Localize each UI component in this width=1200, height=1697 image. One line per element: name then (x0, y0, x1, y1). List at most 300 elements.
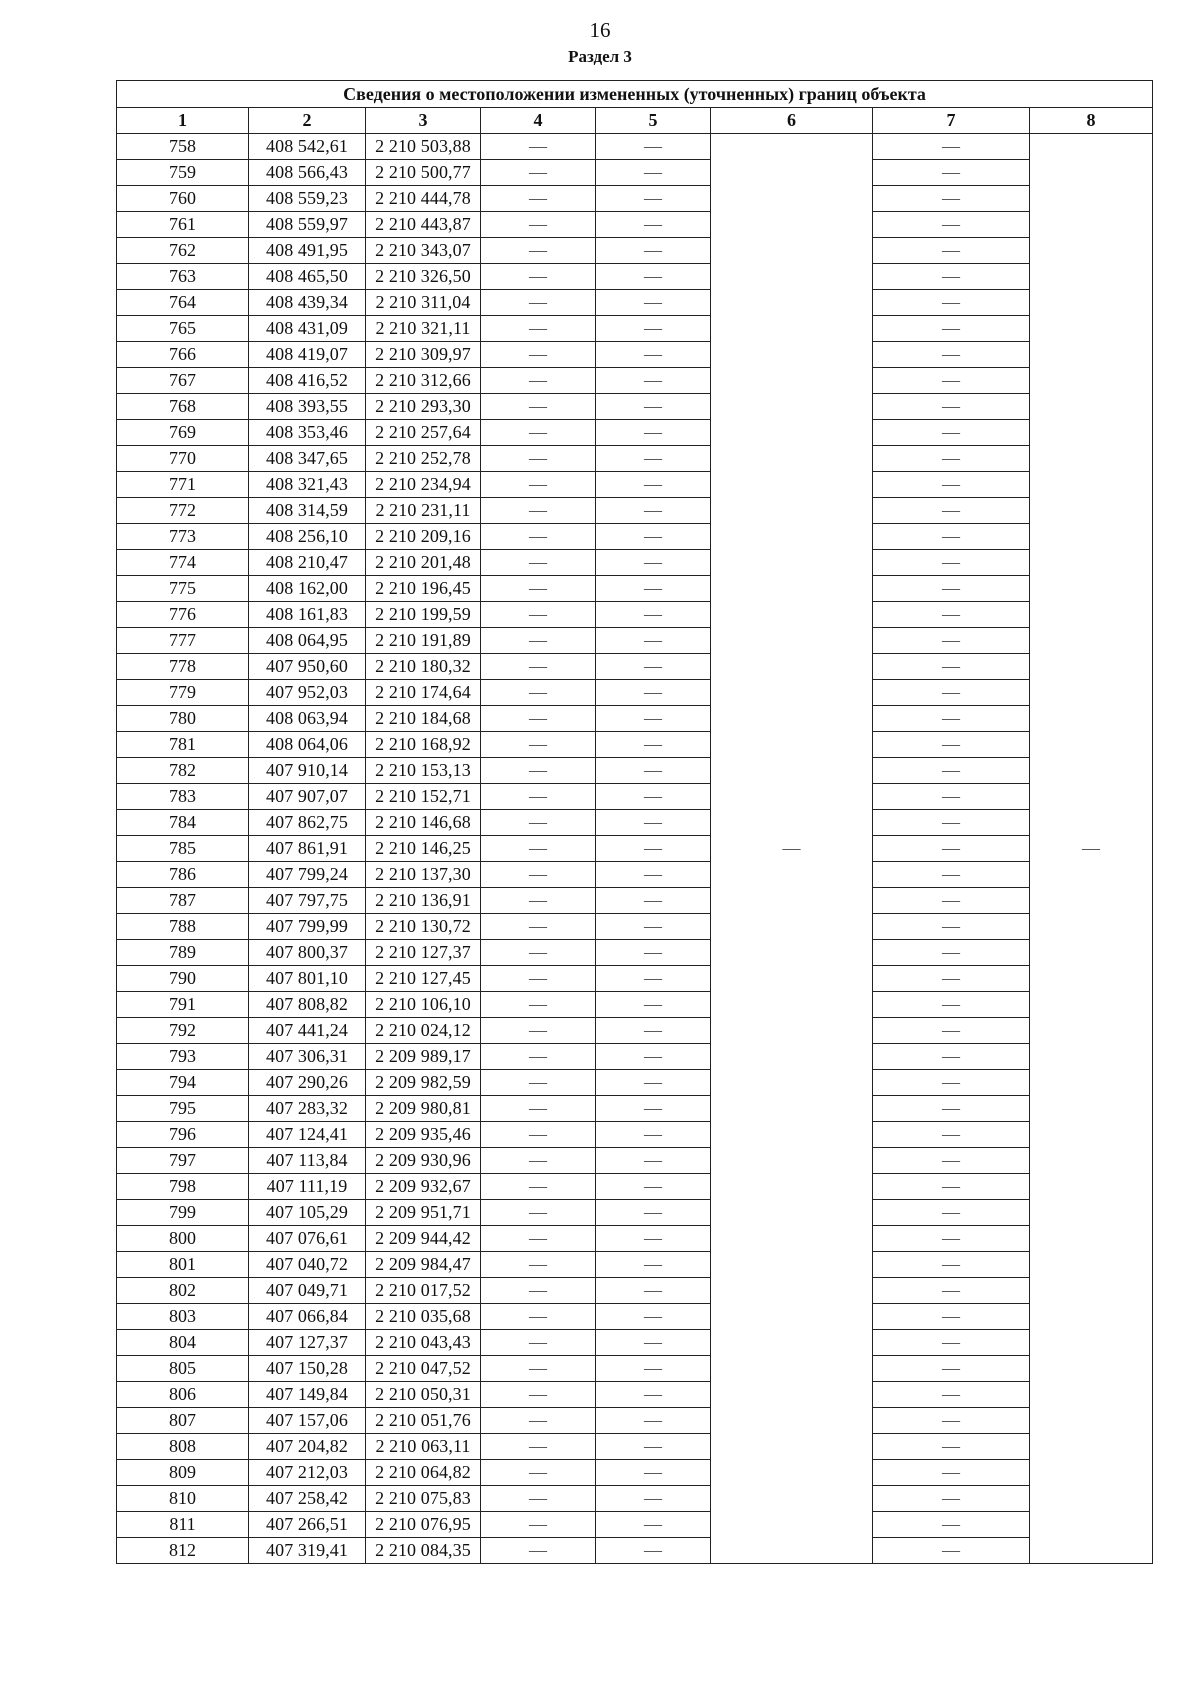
column-4-value: — (481, 1486, 596, 1512)
coordinate-x: 407 204,82 (249, 1434, 366, 1460)
coordinate-x: 408 559,23 (249, 186, 366, 212)
column-7-value: — (873, 212, 1030, 238)
column-7-value: — (873, 342, 1030, 368)
table-row (117, 186, 1153, 212)
column-4-value: — (481, 1148, 596, 1174)
coordinate-y: 2 210 076,95 (366, 1512, 481, 1538)
coordinate-x: 407 157,06 (249, 1408, 366, 1434)
coordinate-y: 2 210 017,52 (366, 1278, 481, 1304)
column-7-value: — (873, 992, 1030, 1018)
column-7-value: — (873, 368, 1030, 394)
column-4-value: — (481, 628, 596, 654)
column-5-value: — (596, 1070, 711, 1096)
point-number: 759 (117, 160, 249, 186)
coordinate-x: 408 347,65 (249, 446, 366, 472)
point-number: 794 (117, 1070, 249, 1096)
column-5-value: — (596, 1148, 711, 1174)
column-4-value: — (481, 472, 596, 498)
coordinate-y: 2 210 152,71 (366, 784, 481, 810)
table-body (117, 134, 1153, 1564)
table-row (117, 1200, 1153, 1226)
coordinate-x: 407 049,71 (249, 1278, 366, 1304)
column-5-value: — (596, 1512, 711, 1538)
column-4-value: — (481, 264, 596, 290)
column-7-value: — (873, 654, 1030, 680)
coordinate-y: 2 210 130,72 (366, 914, 481, 940)
coordinate-y: 2 210 196,45 (366, 576, 481, 602)
table-row (117, 160, 1153, 186)
table-row (117, 1538, 1153, 1564)
table-row (117, 914, 1153, 940)
table-row (117, 1044, 1153, 1070)
column-4-value: — (481, 732, 596, 758)
point-number: 773 (117, 524, 249, 550)
coordinate-y: 2 210 035,68 (366, 1304, 481, 1330)
coordinate-y: 2 209 935,46 (366, 1122, 481, 1148)
coordinate-y: 2 210 252,78 (366, 446, 481, 472)
table-row (117, 342, 1153, 368)
page-number: 16 (589, 18, 611, 42)
column-5-value: — (596, 1200, 711, 1226)
column-5-value: — (596, 758, 711, 784)
coordinate-y: 2 210 043,43 (366, 1330, 481, 1356)
point-number: 787 (117, 888, 249, 914)
column-4-value: — (481, 186, 596, 212)
table-row (117, 1356, 1153, 1382)
point-number: 758 (117, 134, 249, 160)
coordinate-x: 407 808,82 (249, 992, 366, 1018)
point-number: 792 (117, 1018, 249, 1044)
column-4-value: — (481, 290, 596, 316)
coordinate-y: 2 210 180,32 (366, 654, 481, 680)
column-7-value: — (873, 602, 1030, 628)
point-number: 764 (117, 290, 249, 316)
table-row (117, 1226, 1153, 1252)
column-4-value: — (481, 888, 596, 914)
column-4-value: — (481, 1330, 596, 1356)
column-4-value: — (481, 1538, 596, 1564)
coordinate-x: 407 306,31 (249, 1044, 366, 1070)
column-7-value: — (873, 758, 1030, 784)
table-row (117, 1486, 1153, 1512)
point-number: 768 (117, 394, 249, 420)
point-number: 783 (117, 784, 249, 810)
coordinate-y: 2 209 989,17 (366, 1044, 481, 1070)
column-4-value: — (481, 446, 596, 472)
coordinate-y: 2 210 309,97 (366, 342, 481, 368)
column-7-value: — (873, 1486, 1030, 1512)
table-row (117, 1408, 1153, 1434)
coordinate-y: 2 210 127,45 (366, 966, 481, 992)
column-7-value: — (873, 1226, 1030, 1252)
column-7-value: — (873, 316, 1030, 342)
column-7-value: — (873, 290, 1030, 316)
coordinate-y: 2 210 050,31 (366, 1382, 481, 1408)
coordinate-y: 2 210 153,13 (366, 758, 481, 784)
coordinate-x: 407 283,32 (249, 1096, 366, 1122)
coordinate-x: 407 797,75 (249, 888, 366, 914)
column-5-value: — (596, 862, 711, 888)
table-row (117, 290, 1153, 316)
column-7-value: — (873, 862, 1030, 888)
column-7-value: — (873, 1382, 1030, 1408)
column-4-value: — (481, 706, 596, 732)
table-row (117, 498, 1153, 524)
column-number: 7 (873, 108, 1030, 134)
coordinate-y: 2 210 201,48 (366, 550, 481, 576)
column-5-value: — (596, 524, 711, 550)
table-row (117, 420, 1153, 446)
table-row (117, 966, 1153, 992)
column-7-value: — (873, 628, 1030, 654)
column-5-value: — (596, 446, 711, 472)
column-7-value: — (873, 1070, 1030, 1096)
point-number: 779 (117, 680, 249, 706)
column-7-value: — (873, 810, 1030, 836)
column-5-value: — (596, 186, 711, 212)
column-7-value: — (873, 1044, 1030, 1070)
coordinate-y: 2 210 444,78 (366, 186, 481, 212)
column-5-value: — (596, 264, 711, 290)
column-5-value: — (596, 1018, 711, 1044)
table-row (117, 524, 1153, 550)
coordinate-x: 408 416,52 (249, 368, 366, 394)
point-number: 767 (117, 368, 249, 394)
table-row (117, 628, 1153, 654)
coordinate-y: 2 210 321,11 (366, 316, 481, 342)
column-7-value: — (873, 472, 1030, 498)
point-number: 760 (117, 186, 249, 212)
column-4-value: — (481, 836, 596, 862)
coordinate-x: 408 161,83 (249, 602, 366, 628)
coordinate-y: 2 210 326,50 (366, 264, 481, 290)
column-5-value: — (596, 1122, 711, 1148)
coordinate-y: 2 210 168,92 (366, 732, 481, 758)
column-7-value: — (873, 1538, 1030, 1564)
table-row (117, 1460, 1153, 1486)
column-4-value: — (481, 394, 596, 420)
point-number: 776 (117, 602, 249, 628)
column-5-value: — (596, 628, 711, 654)
coordinate-y: 2 209 944,42 (366, 1226, 481, 1252)
coordinate-x: 408 419,07 (249, 342, 366, 368)
column-5-value: — (596, 1434, 711, 1460)
table-row (117, 394, 1153, 420)
point-number: 810 (117, 1486, 249, 1512)
point-number: 772 (117, 498, 249, 524)
coordinate-x: 407 124,41 (249, 1122, 366, 1148)
boundary-coordinates-table (116, 80, 1153, 1564)
coordinate-x: 407 066,84 (249, 1304, 366, 1330)
point-number: 786 (117, 862, 249, 888)
point-number: 778 (117, 654, 249, 680)
coordinate-y: 2 210 503,88 (366, 134, 481, 160)
column-7-value: — (873, 394, 1030, 420)
column-5-value: — (596, 1304, 711, 1330)
column-4-value: — (481, 654, 596, 680)
coordinate-x: 408 559,97 (249, 212, 366, 238)
table-row (117, 550, 1153, 576)
column-4-value: — (481, 1512, 596, 1538)
coordinate-y: 2 209 980,81 (366, 1096, 481, 1122)
table-row (117, 732, 1153, 758)
column-7-value: — (873, 1460, 1030, 1486)
coordinate-y: 2 210 191,89 (366, 628, 481, 654)
point-number: 791 (117, 992, 249, 1018)
coordinate-x: 407 799,24 (249, 862, 366, 888)
coordinate-y: 2 210 174,64 (366, 680, 481, 706)
point-number: 761 (117, 212, 249, 238)
point-number: 795 (117, 1096, 249, 1122)
coordinate-y: 2 210 234,94 (366, 472, 481, 498)
coordinate-x: 407 040,72 (249, 1252, 366, 1278)
column-7-value: — (873, 888, 1030, 914)
point-number: 809 (117, 1460, 249, 1486)
column-7-value: — (873, 784, 1030, 810)
coordinate-y: 2 209 932,67 (366, 1174, 481, 1200)
coordinate-y: 2 209 984,47 (366, 1252, 481, 1278)
column-7-value: — (873, 1018, 1030, 1044)
coordinate-y: 2 210 257,64 (366, 420, 481, 446)
column-5-value: — (596, 160, 711, 186)
point-number: 803 (117, 1304, 249, 1330)
column-4-value: — (481, 680, 596, 706)
column-6-merged-value: — (711, 134, 873, 1564)
table-row (117, 992, 1153, 1018)
column-4-value: — (481, 160, 596, 186)
coordinate-x: 407 952,03 (249, 680, 366, 706)
column-number: 1 (117, 108, 249, 134)
column-7-value: — (873, 1278, 1030, 1304)
column-4-value: — (481, 992, 596, 1018)
column-number: 2 (249, 108, 366, 134)
column-5-value: — (596, 784, 711, 810)
point-number: 806 (117, 1382, 249, 1408)
point-number: 797 (117, 1148, 249, 1174)
column-5-value: — (596, 550, 711, 576)
column-number-row (117, 108, 1153, 134)
column-5-value: — (596, 1460, 711, 1486)
point-number: 793 (117, 1044, 249, 1070)
coordinate-y: 2 210 136,91 (366, 888, 481, 914)
coordinate-x: 407 212,03 (249, 1460, 366, 1486)
point-number: 765 (117, 316, 249, 342)
column-5-value: — (596, 1486, 711, 1512)
column-5-value: — (596, 1330, 711, 1356)
point-number: 769 (117, 420, 249, 446)
coordinate-x: 407 113,84 (249, 1148, 366, 1174)
column-4-value: — (481, 914, 596, 940)
column-5-value: — (596, 1278, 711, 1304)
coordinate-y: 2 209 982,59 (366, 1070, 481, 1096)
column-number: 6 (711, 108, 873, 134)
column-4-value: — (481, 134, 596, 160)
column-5-value: — (596, 654, 711, 680)
column-4-value: — (481, 342, 596, 368)
coordinate-x: 407 950,60 (249, 654, 366, 680)
column-7-value: — (873, 1096, 1030, 1122)
point-number: 763 (117, 264, 249, 290)
column-5-value: — (596, 1382, 711, 1408)
column-7-value: — (873, 732, 1030, 758)
table-row (117, 1148, 1153, 1174)
column-7-value: — (873, 706, 1030, 732)
table-row (117, 472, 1153, 498)
column-7-value: — (873, 576, 1030, 602)
point-number: 807 (117, 1408, 249, 1434)
column-7-value: — (873, 264, 1030, 290)
point-number: 804 (117, 1330, 249, 1356)
column-5-value: — (596, 576, 711, 602)
coordinate-y: 2 210 137,30 (366, 862, 481, 888)
column-5-value: — (596, 1356, 711, 1382)
coordinate-x: 407 127,37 (249, 1330, 366, 1356)
coordinate-x: 407 105,29 (249, 1200, 366, 1226)
column-number: 4 (481, 108, 596, 134)
table-row (117, 654, 1153, 680)
column-5-value: — (596, 1174, 711, 1200)
table-row (117, 446, 1153, 472)
column-5-value: — (596, 1538, 711, 1564)
column-5-value: — (596, 342, 711, 368)
column-7-value: — (873, 1512, 1030, 1538)
column-7-value: — (873, 1330, 1030, 1356)
coordinate-y: 2 210 047,52 (366, 1356, 481, 1382)
point-number: 762 (117, 238, 249, 264)
column-5-value: — (596, 836, 711, 862)
column-5-value: — (596, 1044, 711, 1070)
coordinate-y: 2 210 311,04 (366, 290, 481, 316)
point-number: 802 (117, 1278, 249, 1304)
coordinate-x: 407 076,61 (249, 1226, 366, 1252)
table-row (117, 368, 1153, 394)
column-4-value: — (481, 524, 596, 550)
column-4-value: — (481, 1460, 596, 1486)
column-7-value: — (873, 160, 1030, 186)
coordinate-x: 407 799,99 (249, 914, 366, 940)
point-number: 785 (117, 836, 249, 862)
coordinate-y: 2 210 106,10 (366, 992, 481, 1018)
coordinate-x: 408 256,10 (249, 524, 366, 550)
column-number: 5 (596, 108, 711, 134)
table-row (117, 1434, 1153, 1460)
point-number: 800 (117, 1226, 249, 1252)
column-4-value: — (481, 1096, 596, 1122)
coordinate-x: 407 910,14 (249, 758, 366, 784)
point-number: 798 (117, 1174, 249, 1200)
point-number: 799 (117, 1200, 249, 1226)
column-5-value: — (596, 472, 711, 498)
table-row (117, 1252, 1153, 1278)
table-row (117, 212, 1153, 238)
table-row (117, 1304, 1153, 1330)
coordinate-y: 2 210 075,83 (366, 1486, 481, 1512)
coordinate-x: 408 314,59 (249, 498, 366, 524)
column-7-value: — (873, 1252, 1030, 1278)
coordinate-y: 2 210 312,66 (366, 368, 481, 394)
column-4-value: — (481, 1382, 596, 1408)
column-7-value: — (873, 1356, 1030, 1382)
point-number: 808 (117, 1434, 249, 1460)
coordinate-x: 407 150,28 (249, 1356, 366, 1382)
column-8-merged-value: — (1030, 134, 1153, 1564)
column-7-value: — (873, 1434, 1030, 1460)
table-row (117, 1070, 1153, 1096)
column-5-value: — (596, 238, 711, 264)
column-4-value: — (481, 1356, 596, 1382)
coordinate-x: 407 290,26 (249, 1070, 366, 1096)
column-4-value: — (481, 1200, 596, 1226)
column-4-value: — (481, 316, 596, 342)
coordinate-y: 2 210 184,68 (366, 706, 481, 732)
table-row (117, 1512, 1153, 1538)
coordinate-x: 408 064,95 (249, 628, 366, 654)
table-caption: Сведения о местоположении измененных (уточненных) границ объекта (117, 81, 1153, 108)
column-5-value: — (596, 732, 711, 758)
coordinate-x: 407 149,84 (249, 1382, 366, 1408)
column-4-value: — (481, 420, 596, 446)
column-4-value: — (481, 1278, 596, 1304)
column-4-value: — (481, 576, 596, 602)
column-5-value: — (596, 1408, 711, 1434)
coordinate-y: 2 210 500,77 (366, 160, 481, 186)
table-row (117, 810, 1153, 836)
column-7-value: — (873, 1200, 1030, 1226)
table-row (117, 576, 1153, 602)
table-row (117, 1122, 1153, 1148)
coordinate-y: 2 210 084,35 (366, 1538, 481, 1564)
table-row (117, 862, 1153, 888)
column-4-value: — (481, 1252, 596, 1278)
table-row (117, 1096, 1153, 1122)
coordinate-x: 408 439,34 (249, 290, 366, 316)
column-5-value: — (596, 1252, 711, 1278)
point-number: 781 (117, 732, 249, 758)
column-5-value: — (596, 888, 711, 914)
table-row (117, 238, 1153, 264)
column-5-value: — (596, 394, 711, 420)
table-row (117, 888, 1153, 914)
column-7-value: — (873, 940, 1030, 966)
point-number: 789 (117, 940, 249, 966)
column-5-value: — (596, 134, 711, 160)
point-number: 770 (117, 446, 249, 472)
column-7-value: — (873, 966, 1030, 992)
coordinate-y: 2 209 930,96 (366, 1148, 481, 1174)
coordinate-y: 2 210 127,37 (366, 940, 481, 966)
coordinate-y: 2 210 146,25 (366, 836, 481, 862)
coordinate-x: 407 800,37 (249, 940, 366, 966)
table-row (117, 134, 1153, 160)
column-7-value: — (873, 1174, 1030, 1200)
table-row (117, 1174, 1153, 1200)
column-number: 3 (366, 108, 481, 134)
point-number: 771 (117, 472, 249, 498)
column-5-value: — (596, 914, 711, 940)
table-row (117, 706, 1153, 732)
coordinate-x: 408 064,06 (249, 732, 366, 758)
column-4-value: — (481, 1122, 596, 1148)
coordinate-x: 408 393,55 (249, 394, 366, 420)
column-7-value: — (873, 186, 1030, 212)
column-5-value: — (596, 1226, 711, 1252)
coordinate-y: 2 209 951,71 (366, 1200, 481, 1226)
point-number: 788 (117, 914, 249, 940)
coordinate-x: 407 861,91 (249, 836, 366, 862)
column-7-value: — (873, 524, 1030, 550)
coordinate-y: 2 210 231,11 (366, 498, 481, 524)
table-row (117, 784, 1153, 810)
